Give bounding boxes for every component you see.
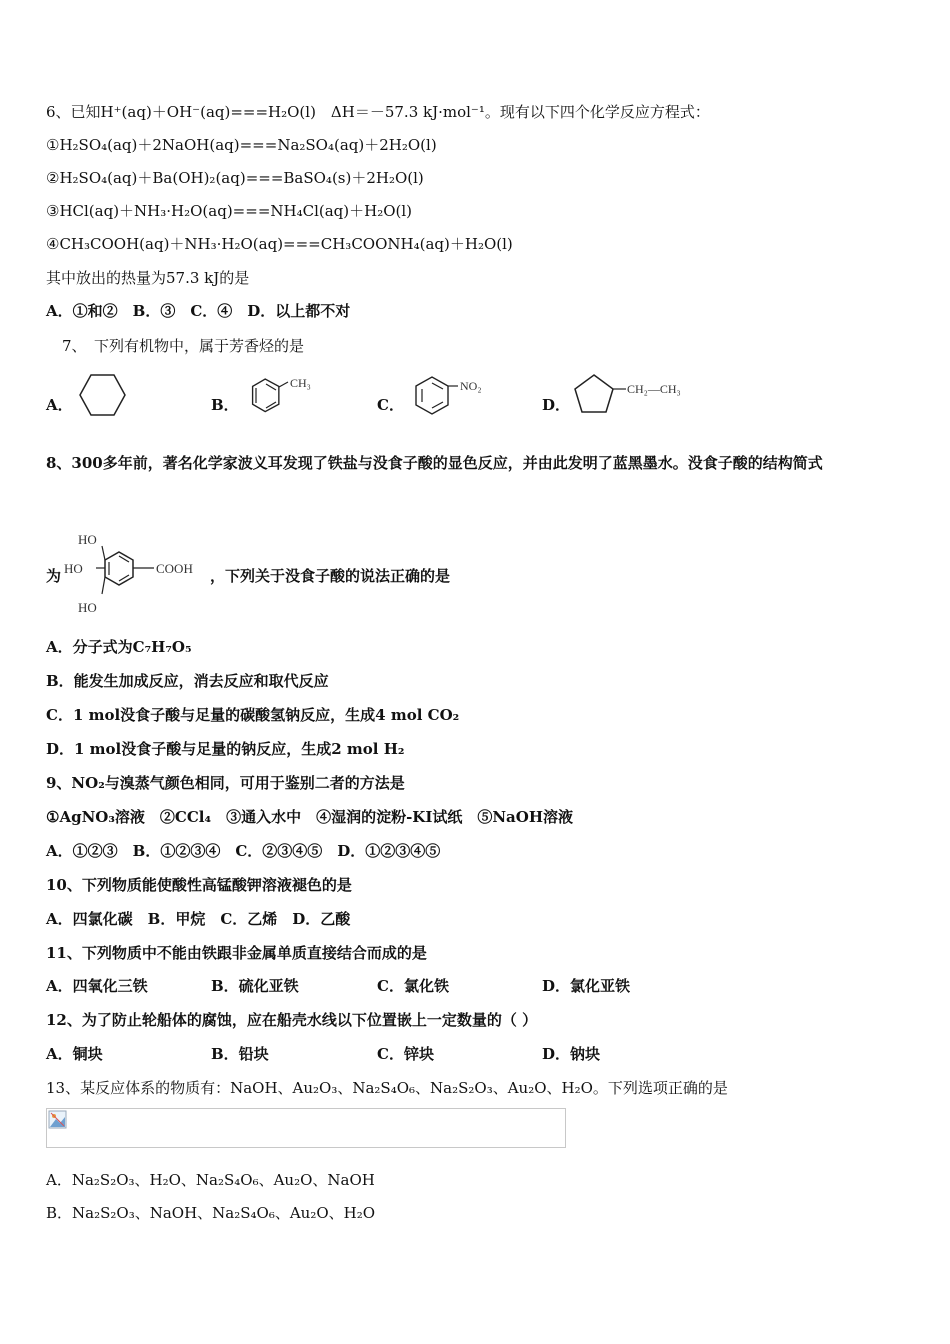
- q6-equation-4: ④CH₃COOH(aq)＋NH₃·H₂O(aq)===CH₃COONH₄(aq)＋H₂O(l): [46, 235, 513, 253]
- carboxyl-label: COOH: [156, 561, 193, 576]
- q10-options: A．四氯化碳 B．甲烷 C．乙烯 D．乙酸: [46, 910, 351, 928]
- q6-equation-2: ②H₂SO₄(aq)＋Ba(OH)₂(aq)===BaSO₄(s)＋2H₂O(l): [46, 169, 424, 187]
- ethyl-group-label: CH₂—CH₃: [627, 382, 681, 396]
- q9-options: A．①②③ B．①②③④ C．②③④⑤ D．①②③④⑤: [46, 842, 441, 860]
- toluene-structure: [238, 372, 328, 420]
- q7-stem: 7、 下列有机物中，属于芳香烃的是: [62, 337, 305, 355]
- gallic-acid-structure: [62, 528, 212, 618]
- q12-stem: 12、为了防止轮船体的腐蚀，应在船壳水线以下位置嵌上一定数量的（ ）: [46, 1011, 538, 1029]
- q6-options: A．①和② B．③ C．④ D．以上都不对: [46, 302, 351, 320]
- q6-equation-3: ③HCl(aq)＋NH₃·H₂O(aq)===NH₄Cl(aq)＋H₂O(l): [46, 202, 413, 220]
- q13-stem: 13、某反应体系的物质有：NaOH、Au₂O₃、Na₂S₄O₆、Na₂S₂O₃、Au₂O、H₂O。下列选项正确的是: [46, 1079, 728, 1097]
- q11-option-c: C．氯化铁: [377, 977, 449, 995]
- ethylcyclopentane-structure: [572, 372, 697, 420]
- nitrobenzene-structure: [406, 372, 498, 422]
- q12-option-a: A．铜块: [46, 1045, 103, 1063]
- q8-stem: 8、300多年前，著名化学家波义耳发现了铁盐与没食子酸的显色反应，并由此发明了蓝黑墨水。没食子酸的结构简式: [46, 454, 823, 472]
- q13-option-a: A．Na₂S₂O₃、H₂O、Na₂S₄O₆、Au₂O、NaOH: [46, 1171, 375, 1189]
- cyclohexane-structure: [78, 372, 128, 418]
- broken-image-icon: [48, 1110, 68, 1130]
- nitro-group-label: NO₂: [460, 379, 482, 393]
- hydroxyl-top-label: HO: [78, 532, 97, 547]
- q12-option-d: D．钠块: [542, 1045, 601, 1063]
- q6-question: 其中放出的热量为57.3 kJ的是: [46, 269, 250, 287]
- q8-option-a: A．分子式为C₇H₇O₅: [46, 638, 192, 656]
- q8-option-c: C．1 mol没食子酸与足量的碳酸氢钠反应，生成4 mol CO₂: [46, 706, 460, 724]
- q12-option-b: B．铅块: [211, 1045, 269, 1063]
- q9-stem: 9、NO₂与溴蒸气颜色相同，可用于鉴别二者的方法是: [46, 774, 405, 792]
- q7-option-c-label: C．: [377, 396, 404, 414]
- hydroxyl-bottom-label: HO: [78, 600, 97, 615]
- q12-option-c: C．锌块: [377, 1045, 434, 1063]
- hydroxyl-middle-label: HO: [64, 561, 83, 576]
- q11-option-b: B．硫化亚铁: [211, 977, 299, 995]
- broken-image-placeholder: [46, 1108, 566, 1148]
- q10-stem: 10、下列物质能使酸性高锰酸钾溶液褪色的是: [46, 876, 352, 894]
- q7-option-b-label: B．: [211, 396, 239, 414]
- q11-option-d: D．氯化亚铁: [542, 977, 631, 995]
- q13-option-b: B．Na₂S₂O₃、NaOH、Na₂S₄O₆、Au₂O、H₂O: [46, 1204, 376, 1222]
- q6-equation-1: ①H₂SO₄(aq)＋2NaOH(aq)===Na₂SO₄(aq)＋2H₂O(l): [46, 136, 437, 154]
- q7-option-d-label: D．: [542, 396, 571, 414]
- q7-option-a-label: A．: [46, 396, 73, 414]
- q8-question: ，下列关于没食子酸的说法正确的是: [210, 567, 451, 585]
- q8-option-b: B．能发生加成反应，消去反应和取代反应: [46, 672, 329, 690]
- q9-methods: ①AgNO₃溶液 ②CCl₄ ③通入水中 ④湿润的淀粉-KI试纸 ⑤NaOH溶液: [46, 808, 574, 826]
- q11-option-a: A．四氧化三铁: [46, 977, 148, 995]
- q6-stem: 6、已知H⁺(aq)＋OH⁻(aq)===H₂O(l) ΔH＝－57.3 kJ·mol⁻¹。现有以下四个化学反应方程式：: [46, 103, 710, 121]
- toluene-ch3-label: CH₃: [290, 376, 311, 390]
- q11-stem: 11、下列物质中不能由铁跟非金属单质直接结合而成的是: [46, 944, 427, 962]
- q8-option-d: D．1 mol没食子酸与足量的钠反应，生成2 mol H₂: [46, 740, 405, 758]
- q8-prefix: 为: [46, 567, 62, 585]
